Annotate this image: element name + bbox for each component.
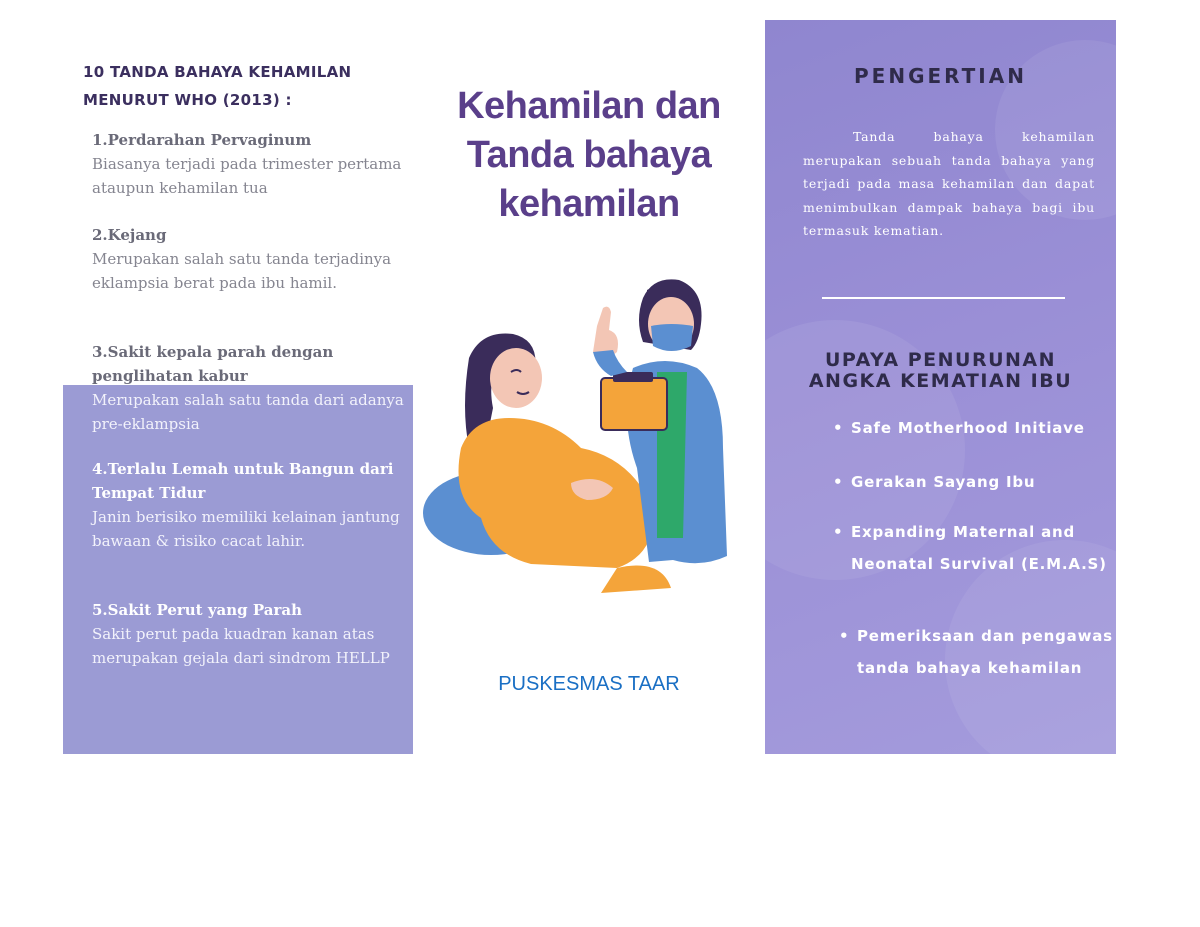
middle-panel [413, 20, 765, 754]
effort-item-1: • Safe Motherhood Initiave [851, 420, 1111, 437]
efforts-heading [765, 350, 1116, 392]
danger-sign-item-5 [92, 598, 404, 670]
brochure-title [413, 82, 765, 229]
danger-signs-heading [83, 58, 403, 114]
danger-sign-item-3-title: 3.Sakit kepala parah dengan penglihatan kabur [92, 343, 334, 385]
brochure [63, 20, 1116, 754]
section-divider [822, 297, 1065, 299]
danger-sign-description: Biasanya terjadi pada trimester pertama ataupun kehamilan tua [92, 155, 402, 197]
danger-sign-item-4 [92, 457, 404, 553]
danger-sign-title: 2.Kejang [92, 226, 167, 244]
danger-sign-description: Merupakan salah satu tanda terjadinya eklampsia berat pada ibu hamil. [92, 250, 392, 292]
brochure-title-line2: Tanda bahaya [466, 134, 712, 176]
danger-sign-item-3-description: Merupakan salah satu tanda dari adanya pre-eklampsia [92, 391, 404, 433]
danger-signs-heading-line1: 10 TANDA BAHAYA KEHAMILAN [83, 63, 352, 81]
efforts-heading-line1: UPAYA PENURUNAN [824, 349, 1057, 371]
danger-sign-title: 5.Sakit Perut yang Parah [92, 601, 303, 619]
danger-sign-description: Sakit perut pada kuadran kanan atas merupakan gejala dari sindrom HELLP [92, 625, 390, 667]
doctor-patient-illustration [421, 268, 757, 598]
danger-sign-item-1 [92, 128, 404, 200]
danger-sign-item-2 [92, 223, 404, 295]
brochure-title-line3: kehamilan [498, 183, 680, 225]
effort-item-4: • Pemeriksaan dan pengawas tanda bahaya kehamilan [857, 620, 1116, 684]
effort-item-3: • Expanding Maternal and Neonatal Survival (E.M.A.S) [851, 516, 1111, 580]
right-panel [765, 20, 1116, 754]
left-panel [63, 20, 413, 754]
danger-sign-description: Janin berisiko memiliki kelainan jantung bawaan & risiko cacat lahir. [92, 508, 400, 550]
danger-sign-title: 1.Perdarahan Pervaginum [92, 131, 312, 149]
danger-signs-heading-line2: MENURUT WHO (2013) : [83, 91, 292, 109]
definition-text: Tanda bahaya kehamilan merupakan sebuah tanda bahaya yang terjadi pada masa kehamilan dan dapat menimbulkan dampak bahaya bagi ibu termasuk kematian. [803, 129, 1095, 238]
efforts-heading-line2: ANGKA KEMATIAN IBU [808, 370, 1073, 392]
definition-heading: PENGERTIAN [854, 64, 1027, 88]
danger-sign-title: 4.Terlalu Lemah untuk Bangun dari Tempat Tidur [92, 460, 394, 502]
left-panel-purple-background [63, 385, 413, 754]
clinic-name: PUSKESMAS TAAR [498, 673, 680, 695]
brochure-title-line1: Kehamilan dan [457, 85, 721, 127]
effort-item-2: • Gerakan Sayang Ibu [851, 472, 1111, 492]
